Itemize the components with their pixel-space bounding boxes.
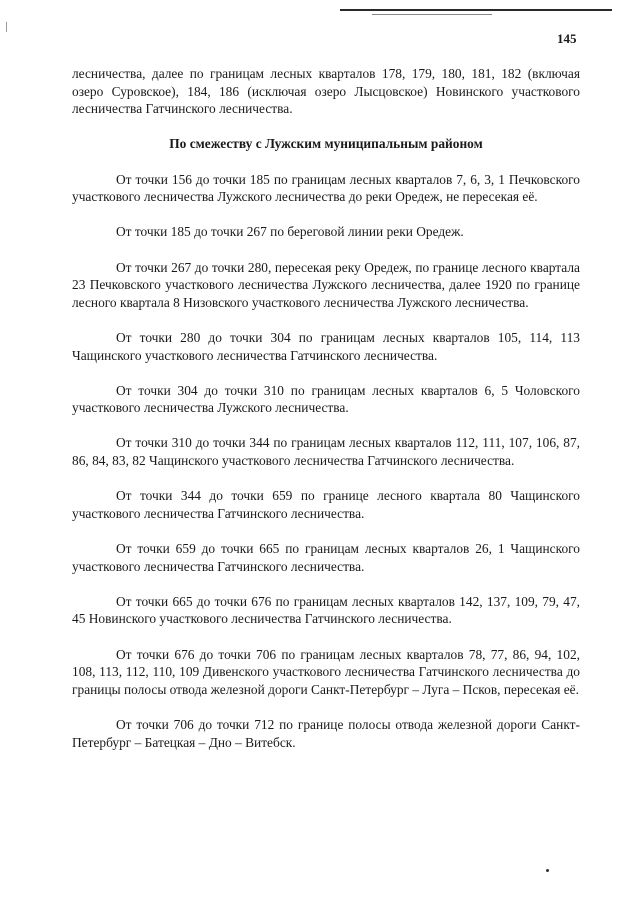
scan-margin-mark [6,22,7,32]
scan-edge-line [340,9,612,11]
paragraph-11: От точки 706 до точки 712 по границе полосы отвода железной дороги Санкт-Петербург – Батецкая – Дно – Витебск. [72,716,580,750]
paragraph-2: От точки 185 до точки 267 по береговой линии реки Оредеж. [116,224,464,240]
paragraph-5: От точки 304 до точки 310 по границам лесных кварталов 6, 5 Чоловского участкового лесничества Лужского лесничества. [72,382,580,416]
paragraph-8: От точки 659 до точки 665 по границам лесных кварталов 26, 1 Чащинского участкового лесничества Гатчинского лесничества. [72,541,580,574]
intro-paragraph: лесничества, далее по границам лесных кварталов 178, 179, 180, 181, 182 (включая озеро Суровское), 184, 186 (исключая озеро Лысцовское) Новинского участкового лесничества Гатчинского лесничества. [72,66,580,117]
paragraph-6: От точки 310 до точки 344 по границам лесных кварталов 112, 111, 107, 106, 87, 86, 84, 83, 82 Чащинского участкового лесничества Гатчинского лесничества. [72,435,580,469]
paragraph-10: От точки 676 до точки 706 по границам лесных кварталов 78, 77, 86, 94, 102, 108, 113, 112, 110, 109 Дивенского участкового лесничества Гатчинского лесничества до границы полосы отвода железной дороги Санкт-Петербург – Луга – Псков, пересекая её. [72,646,580,697]
paragraph-9: От точки 665 до точки 676 по границам лесных кварталов 142, 137, 109, 79, 47, 45 Новинского участкового лесничества Гатчинского лесничества. [72,593,580,627]
scan-edge-line-faint [372,14,492,15]
paragraph-7: От точки 344 до точки 659 по границе лесного квартала 80 Чащинского участкового лесничества Гатчинского лесничества. [72,488,580,521]
document-body [72,65,580,751]
page-number: 145 [557,31,577,46]
scan-speck [546,869,549,872]
paragraph-3: От точки 267 до точки 280, пересекая реку Оредеж, по границе лесного квартала 23 Печковского участкового лесничества Лужского лесничества, далее 1920 по границе лесного квартала 8 Низовского участкового лесничества Лужского лесничества. [72,259,580,310]
paragraph-4: От точки 280 до точки 304 по границам лесных кварталов 105, 114, 113 Чащинского участкового лесничества Гатчинского лесничества. [72,329,580,363]
paragraph-1: От точки 156 до точки 185 по границам лесных кварталов 7, 6, 3, 1 Печковского участкового лесничества Лужского лесничества до реки Оредеж, не пересекая её. [72,171,580,205]
section-heading: По смежеству с Лужским муниципальным районом [169,136,483,152]
